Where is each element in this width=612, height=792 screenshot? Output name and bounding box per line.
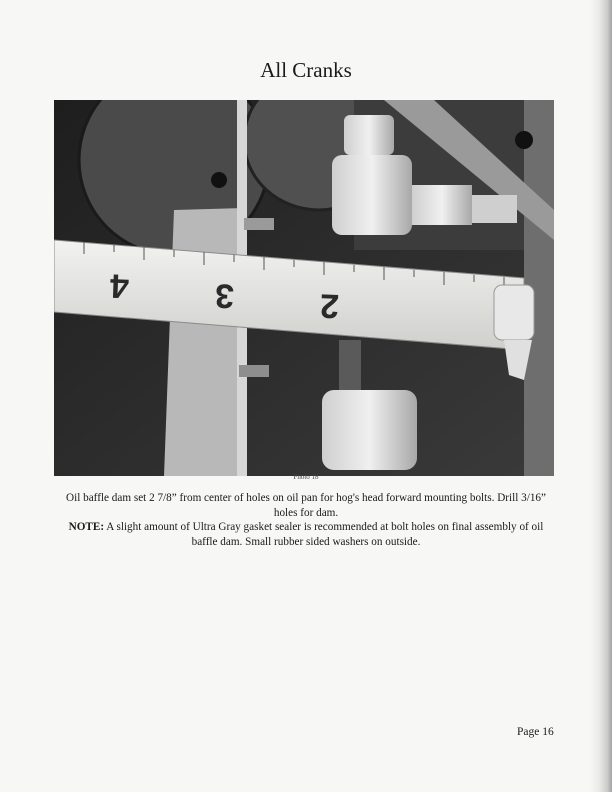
page-title: All Cranks <box>260 58 352 82</box>
tape-mark-3: 3 <box>214 276 235 315</box>
note-text: A slight amount of Ultra Gray gasket sealer is recommended at bolt holes on final assembly of oil baffle dam. Small rubber sided washers on outside. <box>104 521 544 548</box>
paragraph-1: Oil baffle dam set 2 7/8” from center of holes on oil pan for hog's head forward mounting bolts. Drill 3/16” holes for dam. <box>66 492 546 519</box>
tape-mark-2: 2 <box>319 286 340 325</box>
note-paragraph <box>55 520 557 549</box>
tape-mark-4: 4 <box>109 266 130 305</box>
body-text <box>55 491 557 549</box>
page-number: Page 16 <box>517 726 554 738</box>
note-label: NOTE: <box>68 521 105 533</box>
photo-illustration <box>54 100 554 476</box>
photo-18 <box>54 100 554 476</box>
page-edge-shadow <box>590 0 612 792</box>
photo-caption: Photo 18 <box>293 473 319 481</box>
